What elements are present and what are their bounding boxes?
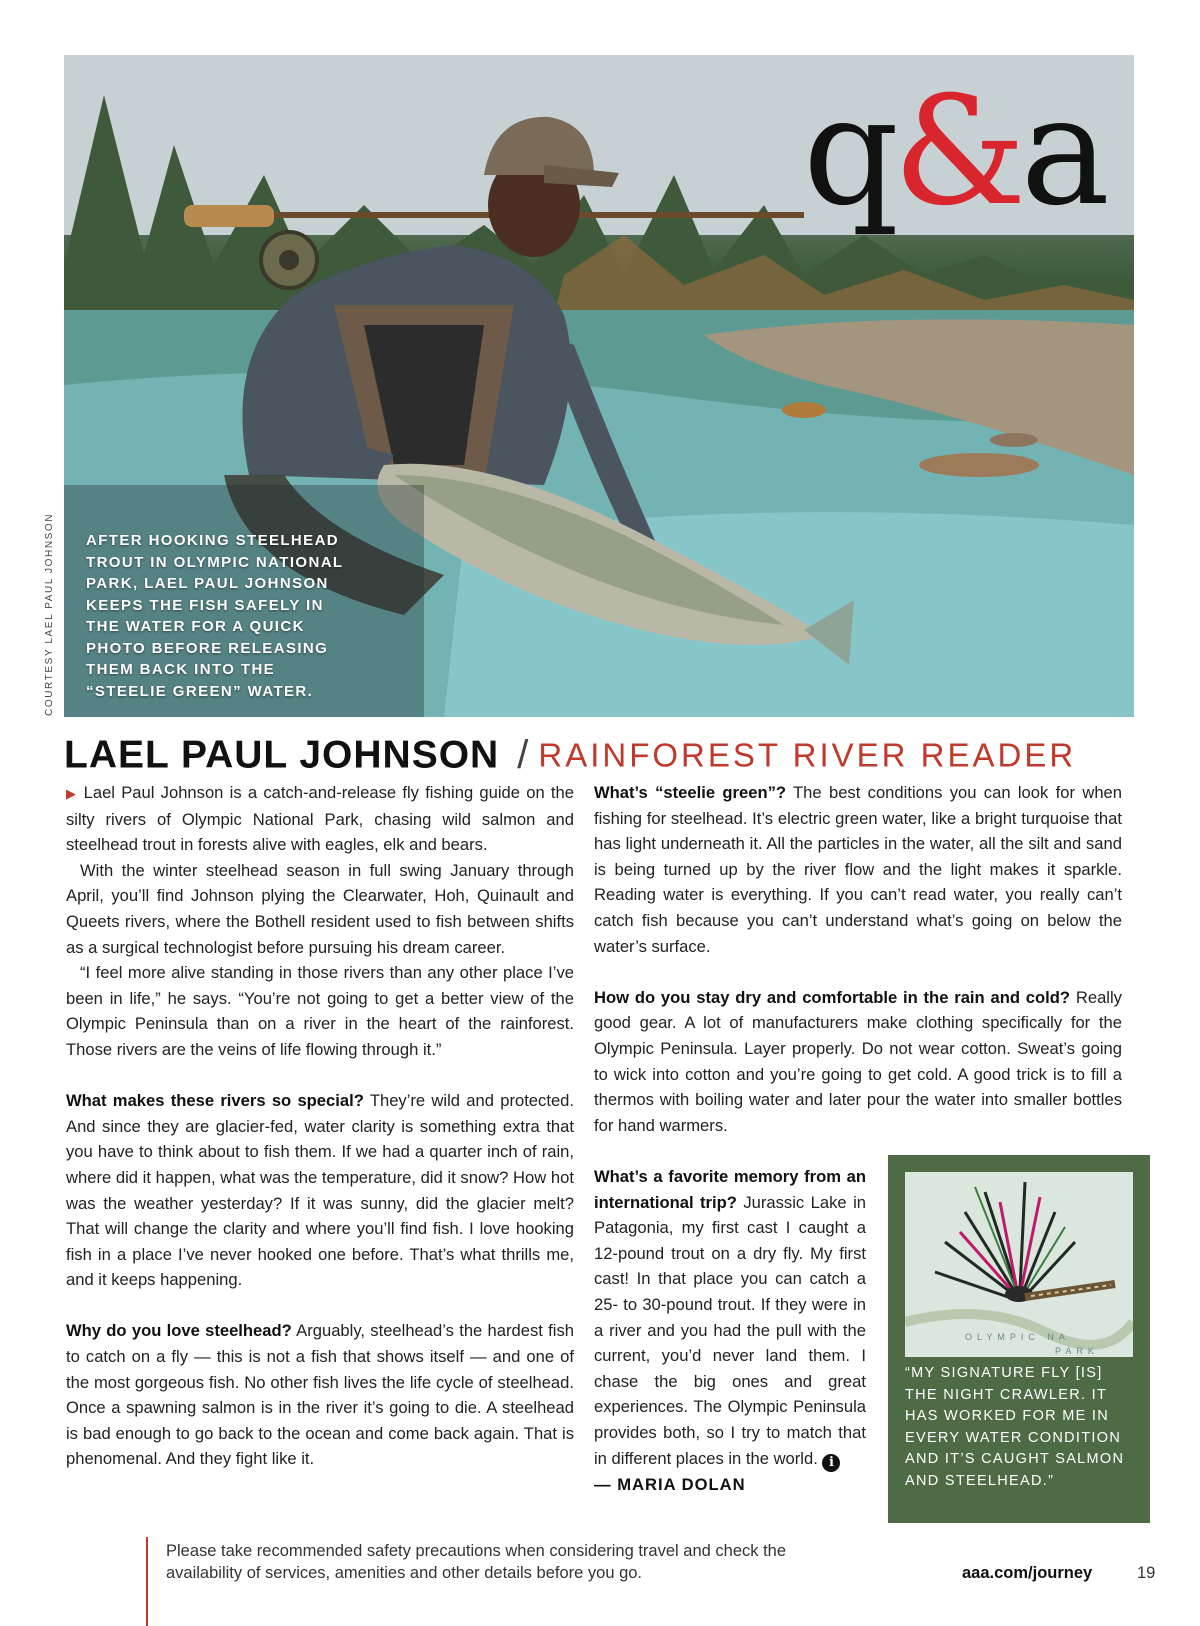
question-memory: What’s a favorite memory from an international trip?	[594, 1167, 866, 1212]
headline-divider: /	[517, 733, 529, 777]
intro-arrow-icon: ▶	[66, 786, 78, 801]
qa-title: q&a	[803, 65, 1104, 239]
author-byline: — MARIA DOLAN	[594, 1474, 746, 1494]
qa-steelhead	[66, 1318, 574, 1472]
question-steelhead: Why do you love steelhead?	[66, 1321, 292, 1341]
article-column-narrow	[594, 1164, 866, 1497]
sidebar-quote-box	[888, 1155, 1150, 1523]
answer-steelhead: Arguably, steelhead’s the hardest fish to catch on a fly — this is not a fish that shows itself — and one of the most gorgeous fish. No other fish lives the life cycle of steelhead. Once a spawning salmon is in the river it’s going to die. A steelhead is bad enough to go back to the ocean and come back again. That is phenomenal. And they fight like it.	[66, 1321, 574, 1469]
question-steelie-green: What’s “steelie green”?	[594, 783, 787, 802]
footer-divider	[146, 1537, 148, 1626]
hero-photo	[64, 55, 1134, 717]
answer-rivers: They’re wild and protected. And since they are glacier-fed, water clarity is something extra that you have to think about to fish them. If we had a quarter inch of rain, where did it happen, what was the temperature, did it snow? How hot was the weather yesterday? If it was sunny, did the glacier melt? That will change the clarity and where you’ll find fish. I love hooking fish in a place I’ve never hooked one before. That’s what thrills me, and it keeps happening.	[66, 1091, 575, 1290]
footer-safety-note: Please take recommended safety precautions when considering travel and check the availability of services, amenities and other details before you go.	[166, 1542, 787, 1582]
subject-role: RAINFOREST RIVER READER	[538, 736, 1077, 774]
end-mark-icon: i	[822, 1454, 840, 1472]
qa-steelie-green	[594, 780, 1122, 959]
answer-steelie-green: The best conditions you can look for when fishing for steelhead. It’s electric green water, like a bright turquoise that has light underneath it. All the particles in the water, all the silt and sand is being turned up by the river flow and the light makes it sparkle. Reading water is everything. If you can’t read water, you really can’t catch fish because you can’t understand what’s going on below the water’s surface.	[594, 783, 1123, 956]
intro-paragraph: ▶ Lael Paul Johnson is a catch-and-release fly fishing guide on the silty rivers of Olympic National Park, chasing wild salmon and steelhead trout in forests alive with eagles, elk and bears.	[66, 783, 574, 855]
footer-url-link[interactable]: aaa.com/journey	[962, 1564, 1093, 1582]
headline	[64, 733, 1134, 783]
answer-stay-dry: Really good gear. A lot of manufacturers make clothing specifically for the Olympic Peninsula. Layer properly. Do not wear cotton. Sweat’s going to wick into cotton and you’re going to get cold. A good trick is to fill a thermos with boiling water and later pour the water into smaller bottles for hand warmers.	[594, 987, 1122, 1135]
photo-credit: COURTESY LAEL PAUL JOHNSON	[44, 512, 55, 716]
fly-photo	[905, 1172, 1133, 1357]
night-crawler-fly-illustration	[905, 1172, 1133, 1357]
answer-memory: Jurassic Lake in Patagonia, my first cast I caught a 12-pound trout on a dry fly. My first cast! In that place you can catch a 25- to 30-pound trout. If they were in a river and you had the pull with the current, you’d never land them. I chase the big ones and great experiences. The Olympic Peninsula provides both, so I try to match that in different places in the world.	[594, 1192, 866, 1468]
qa-rivers	[66, 1088, 574, 1293]
article-column-left	[66, 780, 574, 1472]
paragraph-2: With the winter steelhead season in full swing January through April, you’ll find Johnson plying the Clearwater, Hoh, Quinault and Queets rivers, where the Bothell resident used to fish between shifts as a surgical technologist before pursuing his dream career.	[66, 860, 574, 957]
qa-memory	[594, 1164, 866, 1472]
map-label-park: PARK	[1055, 1346, 1099, 1356]
qa-stay-dry	[594, 985, 1122, 1139]
page-number: 19	[1137, 1564, 1156, 1582]
map-label: OLYMPIC NA	[965, 1332, 1070, 1342]
question-rivers: What makes these rivers so special?	[66, 1091, 364, 1111]
photo-caption: AFTER HOOKING STEELHEAD TROUT IN OLYMPIC NATIONAL PARK, LAEL PAUL JOHNSON KEEPS THE FISH SAFELY IN THE WATER FOR A QUICK PHOTO BEFORE RELEASING THEM BACK INTO THE “STEELIE GREEN” WATER.	[86, 532, 344, 700]
subject-name: LAEL PAUL JOHNSON	[64, 733, 500, 777]
pull-quote: “MY SIGNATURE FLY [IS] THE NIGHT CRAWLER. IT HAS WORKED FOR ME IN EVERY WATER CONDITION AND IT’S CAUGHT SALMON AND STEELHEAD.”	[905, 1365, 1125, 1489]
paragraph-3: “I feel more alive standing in those rivers than any other place I’ve been in life,” he says. “You’re not going to get a better view of the Olympic Peninsula than on a river in the heart of the rainforest. Those rivers are the veins of life flowing through it.”	[66, 963, 574, 1059]
article-column-right	[594, 780, 1122, 1138]
question-stay-dry: How do you stay dry and comfortable in the rain and cold?	[594, 987, 1071, 1007]
